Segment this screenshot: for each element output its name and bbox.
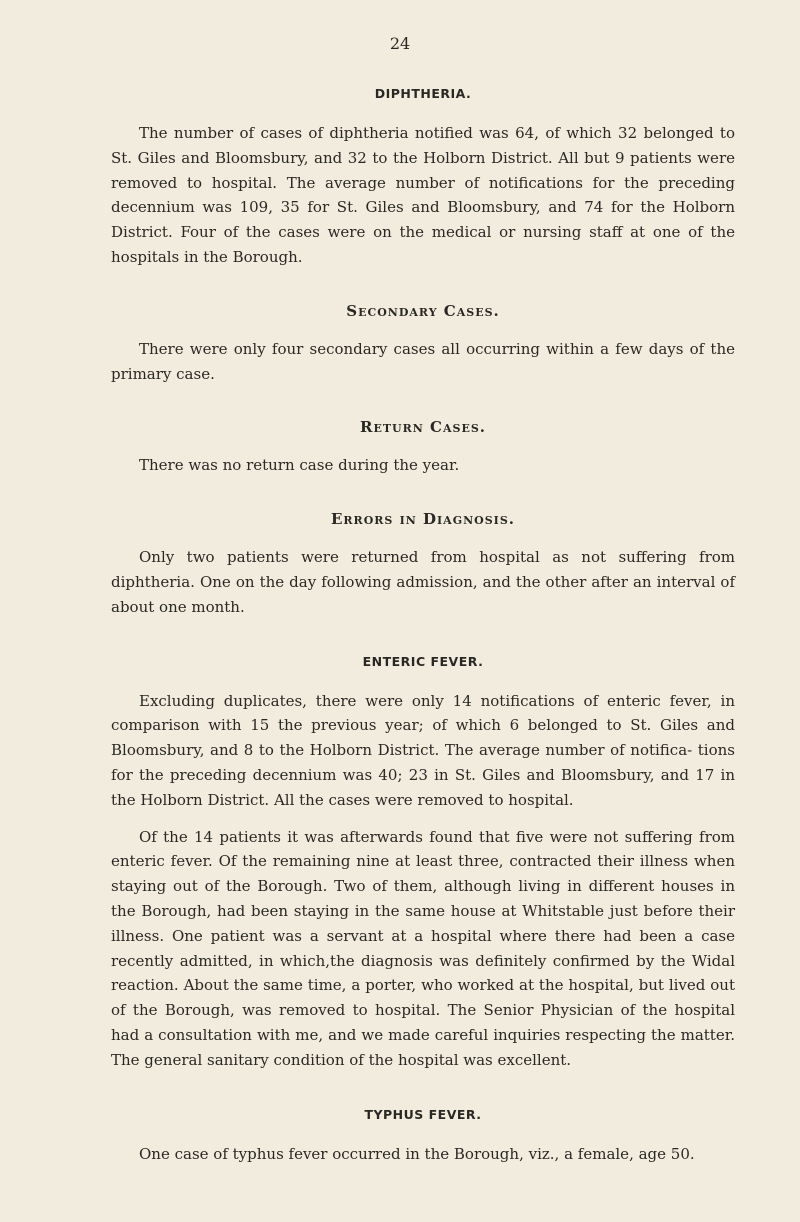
secondary-cases-paragraph: There were only four secondary cases all occurring within a few days of the primary case.: [111, 339, 735, 383]
typhus-fever-section: [111, 1106, 735, 1167]
errors-in-diagnosis-paragraph: Only two patients were returned from hospital as not suffering from diphtheria. One on the day following admission, and the other after an interval of about one month.: [111, 548, 735, 616]
return-cases-heading: Return Cases.: [359, 418, 486, 437]
page-number: 24: [389, 34, 411, 53]
enteric-fever-paragraph-1: Excluding duplicates, there were only 14 notifications of enteric fever, in comparison with 15 the previous year; of which 6 belonged to St. Giles and Bloomsbury, and 8 to the Holborn District. The average number of notifica- tions for the preceding decennium was 40; 23 in St. Giles and Bloomsbury, and 17 in the Holborn District. All the cases were removed to hospital.: [111, 691, 735, 809]
typhus-fever-paragraph: One case of typhus fever occurred in the Borough, viz., a female, age 50.: [139, 1144, 695, 1163]
return-cases-paragraph: There was no return case during the year.: [139, 456, 460, 475]
diphtheria-paragraph: The number of cases of diphtheria notified was 64, of which 32 belonged to St. Giles and Bloomsbury, and 32 to the Holborn District. All but 9 patients were removed to hospital. The average number of notifications for the preceding decennium was 109, 35 for St. Giles and Bloomsbury, and 74 for the Holborn District. Four of the cases were on the medical or nursing staff at one of the hospitals in the Borough.: [111, 124, 735, 266]
enteric-fever-paragraph-2: Of the 14 patients it was afterwards found that five were not suffering from enteric fever. Of the remaining nine at least three, contracted their illness when staying out of the Borough. Two of them, although living in different houses in the Borough, had been staying in the same house at Whitstable just before their illness. One patient was a servant at a hospital where there had been a case recently admitted, in which,the diagnosis was definitely confirmed by the Widal reaction. About the same time, a porter, who worked at the hospital, but lived out of the Borough, was removed to hospital. The Senior Physician of the hospital had a consultation with me, and we made careful inquiries respecting the matter. The general sanitary condition of the hospital was excellent.: [111, 827, 735, 1069]
errors-in-diagnosis-heading: Errors in Diagnosis.: [330, 510, 515, 529]
diphtheria-section: [111, 85, 735, 620]
secondary-cases-heading: Secondary Cases.: [346, 301, 500, 320]
enteric-fever-heading: ENTERIC FEVER.: [362, 653, 484, 669]
enteric-fever-section: [111, 653, 735, 1073]
page-content: [111, 85, 735, 1166]
typhus-fever-heading: TYPHUS FEVER.: [364, 1106, 482, 1122]
diphtheria-heading: DIPHTHERIA.: [374, 86, 472, 101]
